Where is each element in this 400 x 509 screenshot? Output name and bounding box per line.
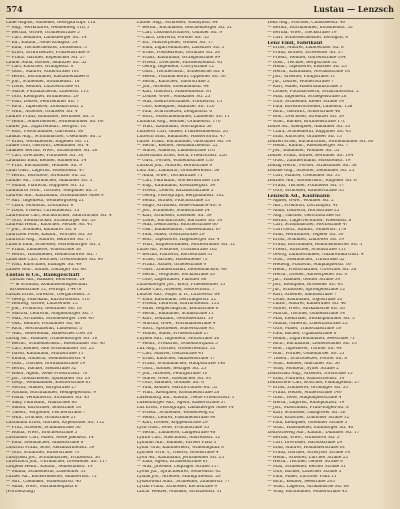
directory-entry: Lysiak Jos., Arbeiter, Markgrafenstr. 20: [136, 475, 221, 480]
directory-entry: — Louis, Friseur, Christinenstr. 15: [6, 208, 80, 213]
directory-entry: — Max, Schneider, Berner Straße 31: [267, 465, 346, 470]
directory-entry: — Rich., Apotheker, Bülowstraße 93: [136, 327, 214, 332]
directory-entry: — Carl, Schlossermeister, Borsigstr. 6: [267, 35, 349, 40]
directory-entry: — Kurt, Leutnant, Nettelbeckstr. 19: [136, 317, 214, 322]
directory-entry: — Bertha, Wwe., Tieckstraße 19: [267, 30, 337, 35]
directory-entry: — Jul., Schlosser, Sprengelstraße 12: [267, 287, 346, 292]
directory-entry: — Emil, Maurer, Holländerstraße 61: [267, 445, 346, 450]
directory-entry: — Gust., Portier, Wilhelmstraße 130: [136, 159, 214, 164]
directory-entry: — Ernst, Schmied, Lindower Str. 19: [267, 238, 344, 243]
directory-entry: — Alfr., Ingenieur, Weinbergsweg 21: [6, 198, 85, 203]
directory-entry: — Joh., Arbeiter, Pflugstraße 11: [267, 75, 336, 80]
directory-entry: — Eug., Kaufmann, Kreuzbergstr. 34: [136, 183, 216, 188]
directory-entry: — Agnes, Wwe., Wolliner Str. 2: [267, 198, 334, 203]
directory-entry: — Bertha, Witwe, Oranienstraße 5: [6, 30, 80, 35]
directory-entry: — Herm., Bäcker, Steinstraße 32: [6, 366, 77, 371]
directory-entry: — Gust., Tischler, Gormannstraße 19: [6, 361, 86, 366]
directory-entry: — Franz, Gärtner, Schwyzer Straße 14: [267, 450, 350, 455]
directory-entry: — Wilh., Kaufmann, Moritzplatz 58: [136, 124, 212, 129]
directory-entry: — Anna, Wwe., Yorckstraße 71: [136, 174, 203, 179]
directory-entry: — Wilh., Drucker, Grünstraße 21: [6, 416, 77, 420]
directory-entry: — Franz, Gärtner, Köpenicker Str. 37: [6, 55, 86, 60]
directory-entry: Lauffer Franz, Bildhauer, Bernauer Str. 3: [6, 114, 94, 119]
directory-entry: — Ernst, Werkmeister, Rügener Str. 11: [6, 139, 89, 144]
directory-entry: — Heinr., Brauer, Fidicinstraße 13: [136, 198, 210, 203]
directory-entry: Lustau Alb., Bankier, Behrenstr. 24: [10, 277, 85, 282]
directory-entry: — Martha, Lehrerin, Magdeburger Str. 7: [6, 312, 94, 317]
directory-entry: — Osk., Bankbeamter, Gneisenaustr. 87: [136, 228, 222, 233]
column-3: [267, 21, 394, 501]
directory-entry: — Gust., Maurer, Ackerstraße 101: [6, 70, 80, 75]
directory-entry: — Willy, Monteur, Sylter Straße 2: [267, 366, 339, 371]
directory-entry: — Jul., Lehrer, Wöhlertstraße 7: [267, 80, 334, 85]
directory-entry: Laun Gust., Lagerist, Hussitenstr. 47: [6, 169, 85, 174]
directory-entry: Lützow Alb., Major a. D., Lützowstr. 64: [136, 292, 220, 297]
directory-entry: — Karl, Arbeiter, Samoastraße 7: [267, 292, 337, 297]
directory-entry: Lauke Otto, Gastwirt, Demminer Str. 4: [6, 144, 89, 149]
directory-entry: — Herm., Dreher, Antwerpener Str. 9: [267, 272, 348, 277]
directory-entry: — Bertha, Wwe., Windsorer Str. 3: [267, 435, 340, 440]
directory-entry: — Minna, Näherin, Lüderitzstraße 25: [267, 322, 348, 327]
directory-entry: — Friedr., Kutscher, Schulstraße 111: [267, 248, 347, 253]
directory-entry: — Rich., Buchhalter, Liebenwalder Str. 13: [267, 341, 357, 346]
directory-entry: Lydtin Carl, Maschinist, Andreasstr. 12: [136, 435, 221, 440]
directory-entry: Lenzschau Aug., Arbeiter, Torfstraße 15: [267, 371, 353, 376]
directory-entry: — Carl, Maurer, Goltzstraße 41: [136, 351, 204, 356]
directory-entry: — Ludw., Buchdrucker, Baruther Str. 18: [136, 218, 223, 223]
directory-entry: — Paul, Klempner, Ostender Straße 5: [267, 420, 348, 425]
directory-entry: — Joh., Arbeiter, Feurigstraße 10: [136, 371, 208, 376]
directory-entry: Luttkus Joh., Maurer, Hornstraße 9: [136, 164, 213, 169]
directory-entry: — Karl, Schlosser, Zossener Str. 39: [136, 213, 212, 218]
directory-entry: — Jos., Bildhauer, Wolliner Str. 55: [267, 149, 340, 154]
directory-entry: — Karl, Dreher, Koppenstraße 29: [136, 420, 208, 425]
directory-entry: — Otto, Klempner, Brunnenstr. 29: [6, 95, 79, 100]
directory-entry: — Gust., Zimmermann, Dieffenbachstr. 46: [136, 267, 227, 272]
entry-heading: Lenz Emil, Fabrikant: [267, 40, 323, 46]
directory-entry: — Carl, Drechsler, Barfusstraße 29: [267, 440, 343, 445]
directory-entry: — Heinr., Postschaffner, Utrechter Str. 28: [267, 267, 357, 272]
directory-entry: — Theod., Schriftsetzer, Föhrer Str. 8: [267, 356, 348, 361]
directory-entry: Luttermann Ernst, Koch, Friedrichstr. 226: [136, 154, 227, 159]
directory-entry: — Heinr., Lehrer, Palisadenstraße 90: [136, 416, 216, 420]
directory-entry: — Carl, Schuhmacher, Hochstraße 47: [267, 223, 348, 228]
directory-entry: Luterbach Joh., Uhrmacher, Dresdener Str. 117: [6, 460, 108, 465]
directory-entry: — Jac., Goldarbeiter, Spandauer Str. 29: [6, 376, 91, 381]
directory-entry: Kronenstraße 12, Fernspr. I 4478: [10, 287, 82, 292]
directory-entry: — Fritz, Arbeiter, Schmidstraße 36: [6, 425, 81, 430]
directory-entry: Lustig Ad., Händler, Oranienburger Str. 16: [6, 337, 98, 341]
directory-entry: — Herm., Bürobote, Strelitzer Str. 22: [6, 174, 86, 179]
directory-entry: — Rich., Rechtsanwalt, Lindenstr. 5: [6, 327, 83, 332]
directory-entry: — Louise, Putzmacherin, Scharnhorststr. 2: [267, 90, 359, 95]
directory-entry: — Louis, Rentier, Lützowstraße 41: [6, 85, 80, 90]
directory-entry: — Emil, Fuhrherr, Kiautschoustr. 10: [267, 376, 345, 381]
directory-entry: — Isidor, Agent, Neue Friedrichstr. 70: [6, 371, 88, 376]
directory-entry: — Marie, Näherin, Lindenstraße 101: [136, 149, 216, 154]
directory-entry: — Herm., Hausdiener, Heinersdorfer Str. 7: [6, 253, 98, 258]
directory-entry: — Max, Elektrotechniker, Pücklerstr. 15: [136, 100, 222, 104]
directory-entry: — Herm., Kellner, Alexandrinenstr. 22: [136, 144, 218, 149]
directory-entry: — Franz, Sattler, Graefestraße 9: [136, 262, 207, 267]
directory-entry: — Friedr., Rentier, Gartenstraße 104: [267, 55, 346, 60]
directory-entry: Lustrich Franz, Bote, Alexandrinenstr. 39: [6, 445, 95, 450]
directory-entry: — Paul, Kellner, Martin-Luther-Str. 52: [136, 386, 218, 391]
directory-entry: — Emma, Näherin, Weinmeisterstr. 4: [6, 356, 86, 361]
directory-entry: — Wilh., Hausdiener, Edinburger Str. 40: [267, 425, 354, 430]
directory-entry: — Wilh., Kellner, Amrumer Str. 36: [267, 361, 340, 366]
directory-entry: — Georg, Fabrikant, Kurfürstenstr. 110: [6, 297, 90, 302]
directory-entry: — Louis, Kaufmann, Togostraße 20: [267, 297, 343, 302]
directory-entry: Lutosch Emil, Bildhauer, Wassertorstr. 47: [136, 134, 226, 139]
directory-entry: — Hedw., Putzmacherin, Oppelner Str. 30: [136, 75, 226, 80]
directory-entry: — Wilh., Bäcker, Brunnenstraße 171: [267, 119, 346, 124]
directory-entry: — Gust., Bote, Malplaquetstraße 4: [267, 396, 342, 401]
directory-entry: — Herm., Kutscher, Taborstraße 2: [136, 80, 210, 85]
directory-entry: — Fritz, Buchbinder, Wolliner Str. 9: [6, 164, 82, 169]
directory-entry: Lynar Graf, Kammerherr, Wilhelmplatz 8: [136, 445, 224, 450]
directory-entry: — Georg, Ingenieur, Cuvrystraße 12: [136, 65, 215, 70]
directory-entry: — Ernst, Zimmerer, Groninger Str. 33: [267, 386, 348, 391]
directory-entry: — Marie, Wwe., Afrikanische Str. 30: [267, 307, 345, 312]
directory-entry: — Paul, Bureauvorsteher, Linienstr. 158: [267, 104, 353, 109]
directory-entry: Lytzki Franz, Schlosser, Kochstraße 9: [136, 485, 217, 490]
directory-entry: Lenzner Alb., Bäckermstr., Rügener Str. 6: [267, 179, 357, 183]
directory-entry: — Emil, Agent, Krausenstraße 61: [136, 460, 209, 465]
directory-entry: Lenzschweig Alb., Kaufm., Dubliner Str. 17: [267, 430, 360, 435]
directory-entry: — & Schmidt, Kommissionsgeschäft: [10, 282, 88, 287]
directory-entry: — Wilh., Klempner, Kolonnenstraße 28: [136, 391, 220, 396]
directory-entry: — Martha, Wwe., Wichmannstraße 4: [136, 322, 216, 327]
directory-entry: — Rob., Tapezierer, Turiner Str. 44: [267, 346, 342, 351]
directory-entry: — Gust., Stellmacher, Triftstraße 52: [267, 258, 345, 262]
directory-entry: — Karl, Maler, Habersaathstraße 3: [267, 85, 343, 90]
directory-entry: — Max, Architekt, Schöneberger Ufer 40: [6, 317, 94, 322]
directory-entry: — Herm., Tischler, Genfer Straße 8: [267, 460, 343, 465]
directory-entry: — Heinr., Kaufm., Rheinsberger Str. 7: [267, 144, 349, 149]
directory-entry: — Carl, Kellner, Alte Schönhauser Str. 23: [6, 346, 94, 351]
directory-entry: — Franz, Heizer, Müllerstraße 140: [267, 391, 342, 396]
directory-entry: — Joh., Klempner, Brüsseler Str. 43: [267, 282, 343, 287]
directory-entry: — Ed., Kaufm., Neue Königstr. 24: [6, 40, 78, 45]
directory-entry: — Otto, Lagerhalter, Planufer 88: [136, 277, 207, 282]
directory-entry: — Bernh., Buchhalter, Reichenberger Str. 21: [136, 25, 233, 30]
directory-entry: Lutze Ad., Postbote, Urbanstraße 162: [136, 248, 218, 253]
directory-entry: Lustnauer Carl, Maler, Neue Jakobstr. 14: [6, 435, 94, 440]
directory-entry: — Joh., Prokurist, Genthiner Str. 18: [6, 307, 82, 312]
directory-entry: — Rob., Postschaffner, Gartenstr. 80: [6, 129, 84, 134]
directory-entry: — Alfr., Prokurist, Lortzingstr. 41: [267, 203, 339, 208]
directory-entry: — Otto, Klempner, Skalitzer Str. 120: [136, 104, 215, 109]
directory-entry: — Nathan, Buchhändler, Heiligegeiststr. 9: [6, 391, 96, 396]
directory-entry: Lymann Alfr., Bankier, Pariser Platz 3: [136, 440, 217, 445]
directory-entry: — Osk., Rentier, Potsdamer Str. 88: [6, 322, 80, 327]
directory-entry: — Walt., Referendar, Hallesches Ufer 26: [6, 332, 93, 337]
directory-entry: — Otto, Kutscher, Londoner Straße 12: [267, 416, 350, 420]
directory-entry: — Franz, Tischler, Putbusser Str. 17: [267, 183, 345, 188]
directory-entry: (Fortsetzung): [6, 490, 35, 495]
directory-entry: — Hedwig, Witwe, Lützowufer 12: [6, 302, 78, 307]
directory-entry: — Aug., Gärtner, Gerichtstraße 63: [267, 213, 341, 218]
directory-entry: — Emil, Tischlermeister, Dirksenstr. 3: [6, 45, 87, 50]
page-number: 574: [6, 4, 23, 14]
directory-entry: — Otto, Schneider, Kieler Straße 14: [267, 100, 344, 104]
directory-entry: Lzicar Wenzel, Musiker, Schützenstr. 31: [136, 490, 222, 495]
directory-entry: — Emil, Stellmacher, Annenstraße 8: [6, 440, 84, 445]
directory-entry: — Minna, Plätterin, Ruppiner Str. 12: [6, 183, 85, 188]
directory-entry: — Otto, Bäcker, Luzerner Straße 5: [267, 470, 342, 475]
running-title: Lustau — Lenzsch: [313, 4, 394, 14]
directory-entry: — Rich., Kellner, Seestraße 203: [267, 480, 335, 485]
directory-entry: — Emil, Kaufmann, Derfflingerstr. 22: [136, 297, 217, 302]
directory-entry: — Rich., Tapezierer, Zionskirchstr. 2: [6, 104, 84, 109]
directory-entry: — Marie, Putzmacherin, Linienstr. 113: [6, 90, 89, 95]
directory-entry: Luyken Alfr., Ingenieur, Motzstraße 56: [136, 337, 220, 341]
directory-entry: — Clara, Modistin, Lottumstr. 6: [6, 203, 74, 208]
directory-entry: — Martin, Tischler, Guineastraße 14: [267, 312, 345, 317]
directory-entry: — Paul, Bäcker, Ugandastraße 6: [267, 332, 337, 337]
directory-entry: — Max, Elektriker, Swakopmunder Str. 3: [267, 317, 355, 322]
directory-entry: — Rob., Drechsler, Strelitzer Str. 59: [267, 114, 344, 119]
directory-entry: Laurenz Heinr., Kutscher, Metzer Str. 41: [6, 223, 93, 228]
directory-entry: Lenzig Herm., Portier, Stralsunder Str. 58: [267, 164, 357, 169]
directory-entry: Laumann Emil, Kellner, Ramlerstr. 14: [6, 159, 87, 164]
directory-entry: — Hedwig, Plätterin, Malplaquetstr. 16: [267, 262, 351, 267]
directory-entry: — Otto, Maler, Transvaalstraße 18: [267, 327, 342, 332]
directory-entry: Lausch Emil, Schlosser, Marienburger Str. 2: [6, 243, 101, 248]
directory-entry: — Joh., Schmied, Kolmarer Str. 8: [6, 228, 77, 233]
directory-entry: — David, Kaufmann, Münzstraße 11: [6, 351, 84, 356]
directory-entry: — Sally, Fabrikant, Wallstraße 80: [6, 401, 77, 406]
directory-entry: Lyons Jul., Sprachlehrer, Mohrenstr. 42: [136, 470, 221, 475]
directory-entry: — Theod., Vergolder, Fischerstraße 7: [6, 411, 86, 416]
directory-entry: — Emil, Werkführer, Tegeler Str. 30: [267, 233, 344, 238]
directory-entry: Launhardt Wilh., Tischler, Templiner Str. 3: [6, 188, 97, 193]
directory-entry: Lenzer Franz, Sattler, Bernauer Str. 104: [267, 154, 354, 159]
directory-entry: Lyon Ad., Kaufmann, Jerusalemer Str. 25: [136, 455, 224, 460]
directory-entry: Lauser Rob., Sattler, Danziger Str. 66: [6, 267, 86, 272]
directory-entry: — Paul, Kürschner, Elbinger Str. 49: [6, 262, 82, 267]
directory-columns: [6, 21, 394, 501]
directory-entry: — Anna, Wwe., Mariannenplatz 6: [6, 485, 78, 490]
directory-entry: Luszynski Jos., Schuhmacher, Prinzenstr. 50: [6, 455, 100, 460]
directory-entry: Luxemburg Sal., Kaufm., Neue Friedrichstr. 3: [136, 396, 235, 401]
directory-entry: — Clara, Schneiderin, Ruppiner Str. 45: [267, 129, 351, 134]
directory-entry: Lenzke Aug., Arbeiter, Demminer Str. 25: [267, 169, 355, 174]
directory-entry: — Gust., Bäcker, Belziger Str. 23: [136, 366, 207, 371]
directory-entry: Luther Aug., Schlosser, Naunynstr. 64: [136, 21, 218, 25]
directory-entry: — Max, Ingenieur, Schlegelstraße 28: [267, 95, 347, 100]
directory-entry: Lutgens Heinr., Kaufm., Sebastianstr. 19: [6, 465, 93, 470]
directory-entry: — Gust., Tischler, Bergstraße 52: [267, 60, 337, 65]
directory-entry: Lenz Aug., Pförtner, Chausseestr. 40: [267, 21, 346, 25]
directory-entry: — Paul, Schriftsetzer, Zeughofstr. 6: [136, 109, 213, 114]
directory-entry: Laufer Jul., Zigarrenhdlr., Bergstr. 18: [6, 124, 86, 129]
directory-entry: — Joh., Schneider, Invalidenstr. 18: [6, 80, 80, 85]
directory-entry: — Joh., Maschinist, Prinz-Eugen-Str. 8: [267, 406, 349, 411]
directory-entry: — Franz, Schuhmacher, Hauptstraße 140: [136, 361, 226, 366]
directory-entry: — Gust., Tischlermstr., Schlesische Str. 8: [136, 70, 225, 75]
directory-entry: Lustau Ernst, Direktor, Tiergartenstr. 3: [6, 292, 90, 297]
directory-entry: — Hugo, Architekt, Belle-Alliance-Str. 6: [136, 203, 222, 208]
entry-heading: Lenzsch Ad., Kaufmann: [267, 193, 330, 199]
directory-entry: — Franz, Brauer, Schwedter Str. 37: [267, 50, 344, 55]
directory-entry: — Carl, Lokomotivführer, Ohlauer Str. 9: [136, 30, 222, 35]
directory-entry: — Friedr., Schneider, Weidenweg 62: [136, 411, 215, 416]
column-2: [137, 21, 264, 501]
directory-entry: — Ed., Maurerpolier, Wiener Str. 17: [136, 40, 214, 45]
directory-entry: — Clara, Lehrerin, Forster Str. 55: [136, 35, 209, 40]
directory-entry: — Rich., Gastwirt, Ackerstraße 46: [267, 109, 341, 114]
directory-entry: — Wilh., Arbeiter, Granseer Str. 4: [6, 109, 78, 114]
directory-entry: — Bertha, Plätterin, Körtestraße 31: [136, 253, 213, 258]
directory-entry: — Bernh., Lagerverwalter, Wiesenstr. 8: [267, 218, 352, 223]
directory-entry: Lutzenberger Jos., Koch, Fraenkelufer 15: [136, 282, 226, 287]
directory-entry: — Joh., Arbeiter, Eisenbahnstr. 44: [136, 85, 209, 90]
directory-entry: — Max, Juwelier, Leipziger Straße 117: [136, 465, 220, 470]
directory-entry: Luther Ad., Bäckermeister, Adalbertstr. 72: [6, 475, 97, 480]
directory-entry: Lutherer Carl, Glaser, Prinzessinnenstr. 20: [136, 129, 228, 134]
directory-entry: — Georg, Zahntechniker, Nazarethkirchstr. 4: [267, 253, 364, 258]
directory-entry: — Karl, Schlosser, Glasgower Str. 26: [267, 411, 346, 416]
directory-entry: — Gust., Zimmermann, Hussitenstr. 19: [267, 159, 351, 164]
directory-entry: Lutter Franz, Buchbinder, Gitschiner Str. 14: [136, 139, 231, 144]
directory-entry: — Herm., Bildhauer, Schillstraße 11: [136, 312, 214, 317]
directory-entry: — Max, Dekorateur, Blücherstraße 60: [136, 223, 218, 228]
directory-entry: — Ernst, Maurer, Zinnowitzer Str. 8: [267, 45, 344, 50]
directory-entry: Luthardt Aug., Rentier, Oranienstr. 170: [136, 119, 221, 124]
directory-entry: — Rob., Tapezierer, Hagelberger Str. 4: [136, 238, 220, 243]
directory-entry: — Reinh., Zigarrenhändler, Seestraße 71: [267, 337, 355, 341]
directory-entry: Lux Aug., Tischler, Winterfeldtstr. 32: [136, 346, 216, 351]
directory-entry: — Ernst, Schriftsetzer, Prinzenstraße 9: [6, 50, 90, 55]
directory-entry: — Herm., Lagerist, Ruheplatzstr. 19: [267, 401, 345, 406]
directory-entry: — Moritz, Makler, Burgstraße 27: [6, 386, 77, 391]
directory-entry: — Ludw., Maurer, Kameruner Str. 46: [267, 302, 346, 307]
directory-entry: — Carl Gottl., Kaufm., Müllerstr. 178: [267, 228, 347, 233]
directory-entry: — Herm., Vergolder, Böckhstraße 20: [136, 272, 216, 277]
directory-entry: Lutz Alb., Zahnarzt, Großbeerenstr. 56: [136, 169, 220, 174]
directory-entry: — Herm., Buchhalter, Kastanienallee 6: [6, 75, 89, 80]
directory-entry: — Hulda, Wwe., Brückenstraße 5: [6, 430, 78, 435]
directory-entry: Lutzke Carl, Arbeiter, Hobrechtstr. 7: [136, 287, 215, 292]
directory-entry: Lustmann Ernst, Gärtner, Köpenicker Str. 112: [6, 420, 105, 425]
directory-entry: Lyncker Frhr. v., Oberst, Roonstraße 4: [136, 450, 219, 455]
directory-entry: — Jos., Schneider, Solmsstraße 24: [136, 208, 210, 213]
directory-entry: — Jac., Händler, Genter Straße 39: [267, 277, 341, 282]
directory-entry: — Ernst, Kutscher, Akazienstraße 17: [136, 356, 216, 361]
column-1: [6, 21, 133, 501]
directory-entry: — Carl, Drechsler, Putbusser Str. 30: [6, 154, 84, 159]
directory-entry: Laurent Alb., Kaufmann, Schönhauser Allee 9: [6, 193, 104, 198]
directory-entry: — Wilh., Kupferschmied, Mittenwalder Str. 12: [136, 243, 236, 248]
directory-entry: Lauschke Carl, Böttcher, Greifswalder Str. 90: [6, 258, 104, 262]
directory-entry: — Louise, Wwe., Muskauer Str. 23: [136, 95, 211, 100]
directory-entry: — Willy, Buchbinder, Müllerstraße 45: [267, 490, 348, 495]
directory-entry: — Rud., Former, Oudenarder Str. 21: [267, 351, 345, 356]
directory-entry: — Otto, Schaffner, Ritterstraße 73: [6, 450, 80, 455]
directory-entry: — Hans, Regierungsrat, Keithstraße 8: [136, 307, 219, 312]
directory-entry: — Anna, Lehrerin, Hochstraße 22: [267, 208, 340, 213]
directory-entry: — Franz, Buchbinder, Reinickendorfer Str. 5: [267, 243, 363, 248]
directory-entry: — Otto, Händler, Gothaer Str. 6: [136, 381, 204, 386]
directory-entry: — Paul, Lehrer, Fehrbelliner Str. 7: [6, 100, 80, 104]
directory-entry: Launer Ad., Uhrmacher, Anklamer Str. 5: [6, 179, 93, 183]
directory-entry: — Ernst, Postsekretär, Görlitzer Str. 28: [136, 50, 220, 55]
directory-entry: — Walter, Maler, Frobenstraße 27: [136, 332, 209, 337]
directory-entry: Lenzen Ernst, Buchdrucker, Swinemünder Str. 80: [267, 139, 374, 144]
directory-entry: — Minna, Schneiderin, Luisenufer 31: [6, 470, 86, 475]
directory-entry: — Rich., Maschinenbauer, Lübbener Str. 11: [136, 114, 230, 119]
directory-entry: Lauritzen Peter, Kaufm., Wörther Str. 30: [6, 233, 93, 238]
directory-entry: — Ernst, Gärtner, Hasenheide 73: [136, 258, 208, 262]
directory-entry: — Wilh., Lagerist, Afrikanische Str. 88: [267, 485, 349, 490]
directory-entry: — Paul, Maler, Züricher Platz 11: [267, 475, 337, 480]
directory-entry: — Herm., Zimmerer, Langestraße 48: [136, 430, 216, 435]
directory-entry: — Friedr., Lehrer, Katzbachstraße 5: [136, 188, 214, 193]
entry-heading: Lustau & Co., Bankgeschäft: [6, 272, 80, 278]
directory-entry: Laukat Aug., Schuhmacher, Usedomer Str. 2: [6, 134, 101, 139]
directory-entry: — Paula, Verkäuferin, Stralauer Str. 45: [6, 396, 90, 401]
directory-entry: — Heinr., Arbeiter, Zürcher Straße 22: [267, 455, 349, 460]
directory-entry: — Marie, Wwe., Eisenacher Str. 81: [136, 376, 212, 381]
directory-entry: — Frieda, Lehrerin, Kurfürstenstr. 135: [136, 302, 220, 307]
directory-entry: Lyck Gust., Bote, Fruchtstraße 35: [136, 425, 210, 430]
directory-entry: — Bernh., Schneidermstr., Rosenthaler Str. 40: [6, 341, 105, 346]
directory-entry: Laufer Adolf, Bäcker, Skalitzer Str. 52: [6, 60, 87, 65]
directory-entry: — Emil, Zigarrenmacher, Lausitzer Str. 3: [136, 45, 225, 50]
directory-entry: — Carl, Kutscher, Wrangelstr. 8: [6, 65, 74, 70]
directory-entry: Luz Ernst, Photograph, Landsberger Allee 14: [136, 406, 234, 411]
directory-entry: — Otto, Schlosser, Ramlerstraße 35: [267, 188, 344, 193]
directory-entry: — Carl, Beamter, Landsberger Str. 14: [6, 35, 87, 40]
directory-entry: Laue August, Aufseher, Georgkirchpl. 11a: [6, 21, 96, 25]
directory-entry: Laurentius Carl, Buchdrucker, Saarbrücker Str. 4: [6, 213, 112, 218]
directory-entry: — Friedr., Drechsler, Falckensteinstr. 41: [136, 60, 223, 65]
directory-entry: — Karl, Gastwirt, Manteuffelstr. 81: [136, 90, 212, 95]
directory-entry: Lyszkowski Stan., Schneider, Zimmerstr. 77: [136, 480, 230, 485]
directory-entry: — Otto, Steindrucker, Straßburger Str. 33: [6, 218, 96, 223]
directory-entry: — Franz, Kaufmann, Wrangelstraße 99: [136, 55, 221, 60]
directory-entry: — Herm., Kaufmann, Novalisstraße 16: [267, 70, 350, 75]
page-header: [6, 4, 394, 19]
directory-entry: Laukner Bertha, Wwe., Stralsunder Str. 26: [6, 149, 98, 154]
directory-entry: — Heinr., Prokurist, Nollendorfplatz 5: [136, 341, 218, 346]
directory-entry: Lenzschow Carl, Böttcher, Plantagenstr. 27: [267, 381, 360, 386]
directory-entry: — Carl, Fabrikant, Möckernstraße 128: [136, 179, 220, 183]
directory-entry: Laurisch Aug., Maurer, Belforter Str. 17: [6, 238, 92, 243]
directory-entry: — Heinr., Malermeister, Swinemünder Str. 60: [6, 119, 104, 124]
directory-entry: — Simon, Kürschner, Roßstraße 18: [6, 406, 81, 411]
directory-entry: — Franz, Zimmerer, Winsstraße 58: [6, 248, 81, 253]
directory-entry: — Paul, Maler, Nostitzstraße 29: [136, 233, 205, 238]
directory-entry: — Heinr., Tapezierer, Elsässer Str. 23: [267, 65, 347, 70]
directory-entry: — Georg, Photograph, Bergmannstr. 102: [136, 193, 224, 198]
directory-entry: — Leop., Weinhändler, Klosterstraße 61: [6, 381, 91, 386]
directory-entry: — Aug., Werkführer, Weidenweg 11b, I: [6, 25, 89, 30]
directory-entry: — Bernh., Buchhändler, Invalidenstr. 55: [267, 25, 353, 30]
directory-entry: — Carl, Maurer, Usedomer Str. 31: [267, 174, 341, 179]
directory-entry: — Emil, Kutscher, Granseer Str. 13: [267, 134, 342, 139]
directory-entry: Lenze Ad., Klempner, Anklamer Str. 33: [267, 124, 351, 129]
directory-entry: — Alfr., Chemiker, Waldemarstr. 40: [6, 480, 81, 485]
directory-entry: Luxenburger Alb., Agent, Kaiserstraße 37: [136, 401, 227, 406]
